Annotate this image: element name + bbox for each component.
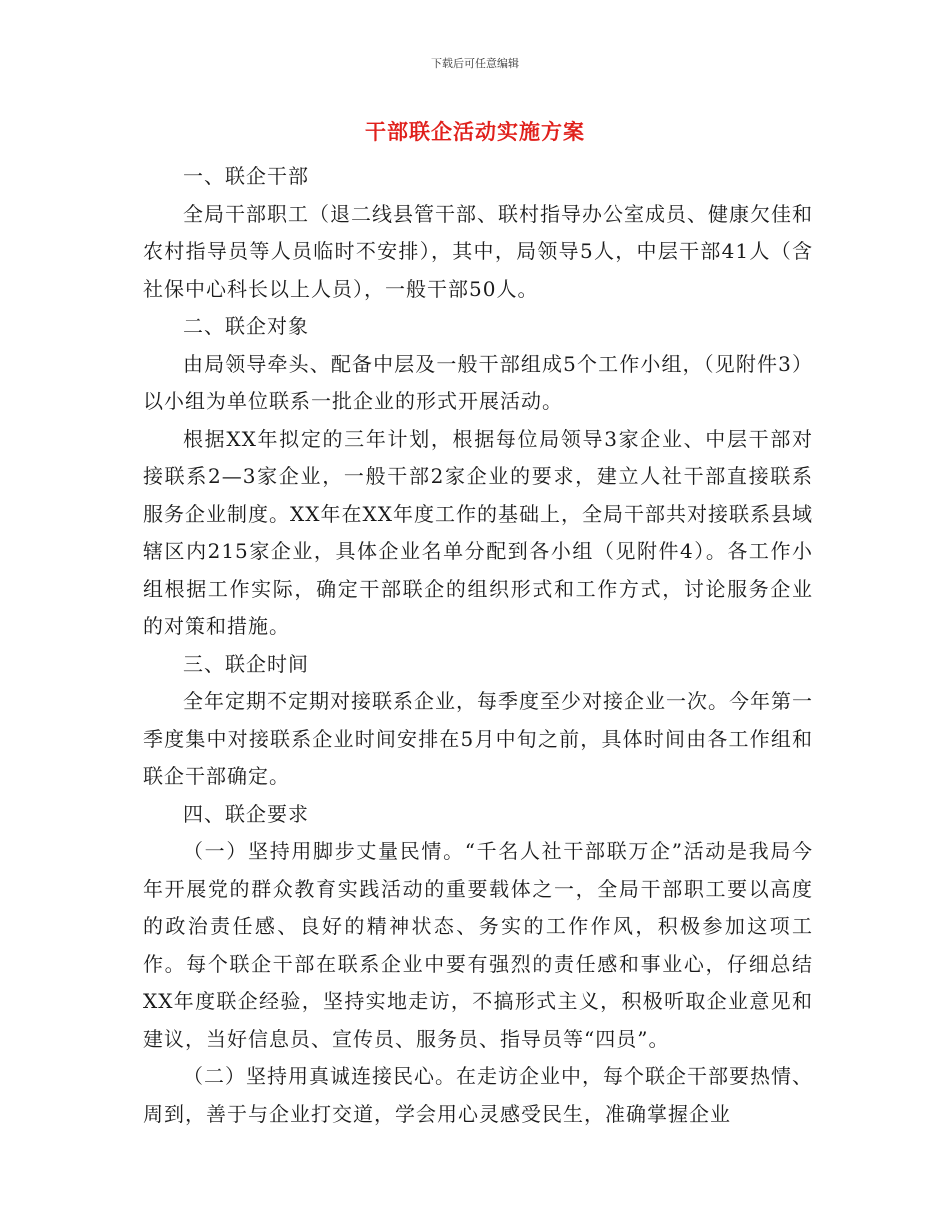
paragraph-3: 根据XX年拟定的三年计划，根据每位局领导3家企业、中层干部对接联系2—3家企业，一般干部2家企业的要求，建立人社干部直接联系服务企业制度。XX年在XX年度工作的基础上，全局干部共对接联系县域辖区内215家企业，具体企业名单分配到各小组（见附件4）。各工作小组根据工作实际，确定干部联企的组织形式和工作方式，讨论服务企业的对策和措施。 (143, 426, 813, 638)
document-title: 干部联企活动实施方案 (365, 120, 585, 144)
section-heading-2: 二、联企对象 (183, 314, 309, 338)
paragraph-4: 全年定期不定期对接联系企业，每季度至少对接企业一次。今年第一季度集中对接联系企业时间安排在5月中旬之前，具体时间由各工作组和联企干部确定。 (143, 689, 813, 788)
paragraph-5: （一）坚持用脚步丈量民情。“千名人社干部联万企”活动是我局今年开展党的群众教育实践活动的重要载体之一，全局干部职工要以高度的政治责任感、良好的精神状态、务实的工作作风，积极参加这项工作。每个联企干部在联系企业中要有强烈的责任感和事业心，仔细总结XX年度联企经验，坚持实地走访，不搞形式主义，积极听取企业意见和建议，当好信息员、宣传员、服务员、指导员等“四员”。 (143, 839, 813, 1051)
section-heading-4: 四、联企要求 (183, 801, 309, 826)
section-heading-1: 一、联企干部 (183, 164, 309, 188)
document-body (143, 158, 813, 1133)
paragraph-6: （二）坚持用真诚连接民心。在走访企业中，每个联企干部要热情、周到，善于与企业打交道，学会用心灵感受民生，准确掌握企业 (143, 1064, 813, 1126)
header-note: 下载后可任意编辑 (431, 57, 519, 70)
section-heading-3: 三、联企时间 (183, 651, 309, 676)
paragraph-1: 全局干部职工（退二线县管干部、联村指导办公室成员、健康欠佳和农村指导员等人员临时不安排），其中，局领导5人，中层干部41人（含社保中心科长以上人员），一般干部50人。 (143, 201, 813, 301)
paragraph-2: 由局领导牵头、配备中层及一般干部组成5个工作小组，（见附件3）以小组为单位联系一批企业的形式开展活动。 (143, 351, 813, 413)
